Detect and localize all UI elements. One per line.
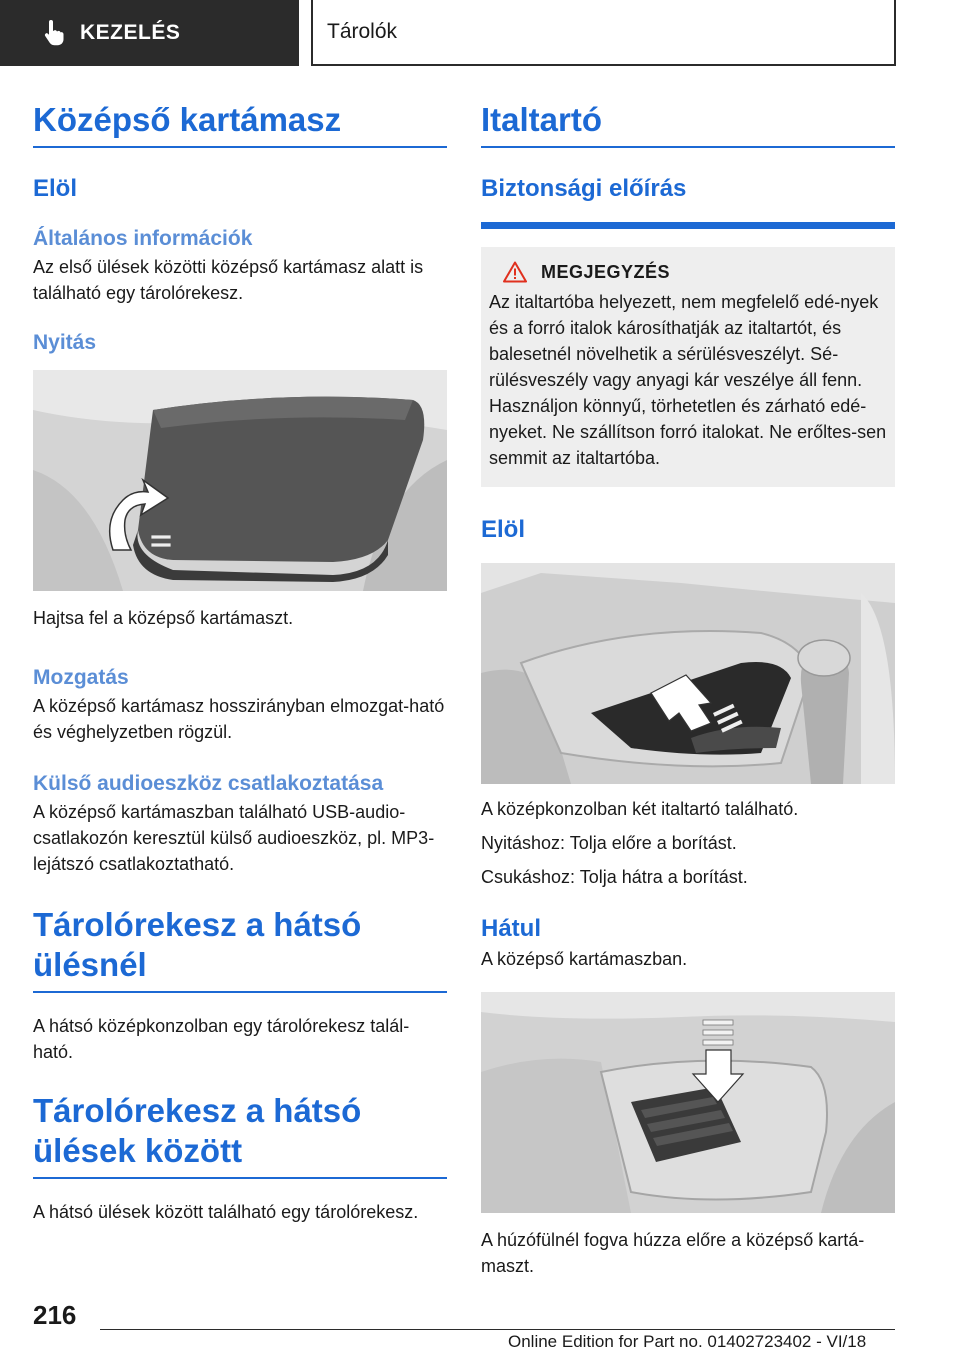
left-column [33,100,447,1225]
between-seats-heading: Tárolórekesz a hátsó ülések között [33,1091,447,1179]
rear-seat-storage-heading: Tárolórekesz a hátsó ülésnél [33,905,447,993]
rear-cupholder-text: A középső kartámaszban. [481,949,688,969]
armrest-heading: Középső kartámasz [33,100,447,148]
footer-rule [100,1329,895,1330]
audio-text: A középső kartámaszban található USB-audio-csatlakozón keresztül külső audioeszköz, pl. MP3-lejátszó csatlakoztatható. [33,802,435,874]
rear-seat-storage-text: A hátsó középkonzolban egy tárolórekesz talál-ható. [33,1016,410,1062]
warning-text: Az italtartóba helyezett, nem megfelelő edé-nyek és a forró italok károsíthatják az italtartót, és balesetnél növelhetik a sérülésveszélyt. Sé-rülésveszély vagy anyagi kár veszélye áll fenn. Használjon könnyű, törhetetlen és zárható edé-nyeket. Ne szállítson forró italokat. Ne erőltes-sen semmit az italtartóba. [489,292,887,468]
page-number: 216 [33,1300,77,1330]
safety-bar [481,222,895,229]
topic-box [311,0,896,66]
cupholder-heading: Italtartó [481,100,895,148]
front-cupholder-heading: Elöl [481,516,526,543]
front-cupholder-text-3: Csukáshoz: Tolja hátra a borítást. [481,867,748,887]
warning-title [489,261,887,283]
front-cupholder-text-1: A középkonzolban két italtartó található. [481,799,799,819]
front-subheading: Elöl [33,175,78,202]
warning-box [481,247,895,487]
armrest-image [33,370,447,591]
rear-cupholder-image [481,992,895,1213]
page-header [0,0,960,66]
hand-pointer-icon [42,20,64,46]
warning-triangle-icon [503,261,527,283]
opening-caption: Hajtsa fel a középső kartámaszt. [33,608,294,628]
warning-label: MEGJEGYZÉS [541,261,671,282]
right-column [481,100,895,1279]
rear-cupholder-heading: Hátul [481,915,541,942]
general-info-heading: Általános információk [33,227,253,250]
footer-edition: Online Edition for Part no. 01402723402 - VI/18 [508,1332,867,1351]
audio-heading: Külső audioeszköz csatlakoztatása [33,772,384,795]
between-seats-text: A hátsó ülések között található egy tárolórekesz. [33,1202,419,1222]
front-cupholder-text-2: Nyitáshoz: Tolja előre a borítást. [481,833,737,853]
topic-label: Tárolók [327,20,398,43]
safety-heading: Biztonsági előírás [481,175,687,202]
front-cupholder-image [481,563,895,784]
section-tab [0,0,299,66]
moving-text: A középső kartámasz hosszirányban elmozgat-ható és véghelyzetben rögzül. [33,696,445,742]
section-label: KEZELÉS [80,21,181,44]
rear-cupholder-caption: A húzófülnél fogva húzza előre a középső kartá-maszt. [481,1230,865,1276]
opening-heading: Nyitás [33,331,97,354]
general-info-text: Az első ülések közötti középső kartámasz alatt is található egy tárolórekesz. [33,257,424,303]
moving-heading: Mozgatás [33,666,129,689]
